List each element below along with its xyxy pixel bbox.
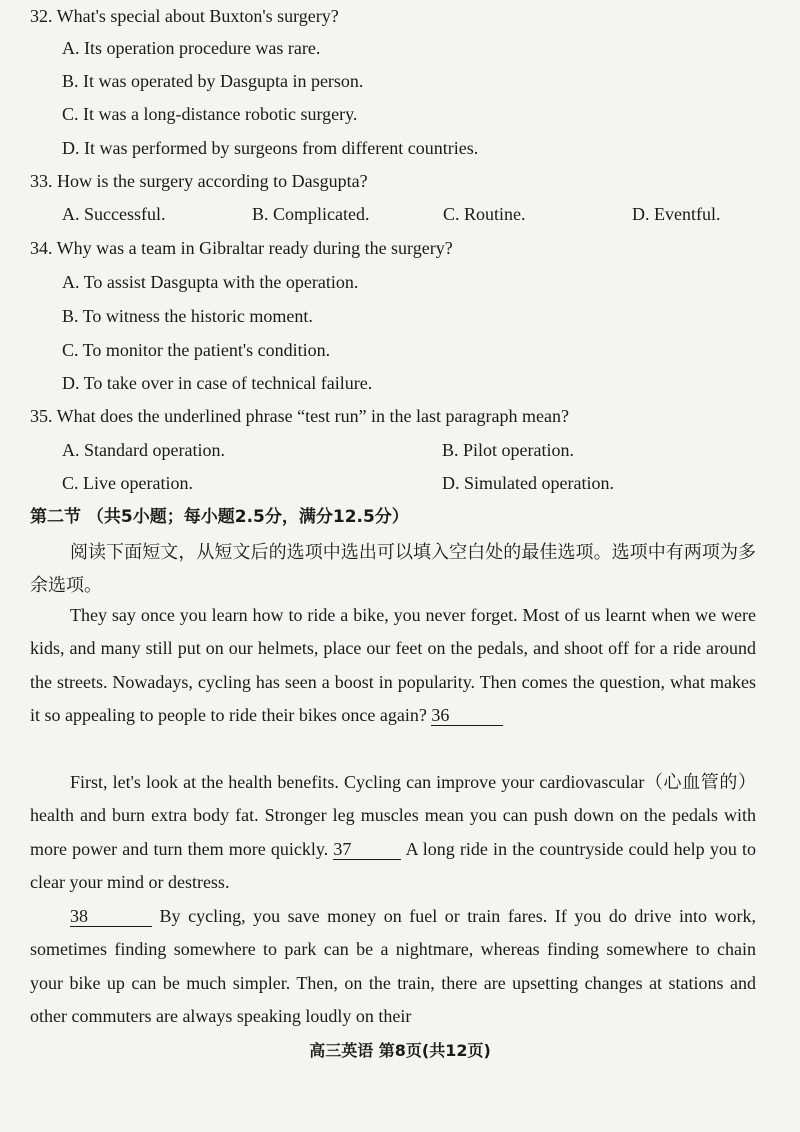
question-33-option-a: A. Successful.: [62, 204, 166, 224]
question-33-option-d: D. Eventful.: [632, 204, 721, 224]
paragraph-2-text-b: A long ride in the countryside could help you to clear your mind or destress.: [30, 838, 757, 893]
section-instructions: 阅读下面短文，从短文后的选项中选出可以填入空白处的最佳选项。选项中有两项为多余选项。: [30, 542, 756, 597]
question-35-stem: 35. What does the underlined phrase “test run” in the last paragraph mean?: [30, 406, 569, 426]
question-34-option-c: C. To monitor the patient's condition.: [62, 340, 331, 360]
blank-38: 38: [70, 906, 152, 927]
blank-36: 36: [431, 705, 503, 726]
paragraph-3-text: By cycling, you save money on fuel or train fares. If you do drive into work, sometimes finding somewhere to park can be a nightmare, whereas finding somewhere to chain your bike up can be much simpler. Then, on the train, there are upsetting changes at stations and other commuters are always speaking loudly on their: [30, 906, 756, 1027]
passage-paragraph-1: [30, 599, 756, 733]
paragraph-2-text-a: First, let's look at the health benefits. Cycling can improve your cardiovascular（心血管的）health and burn extra body fat. Stronger leg muscles mean you can push down on the pedals with more power and turn them more quickly.: [30, 772, 756, 859]
question-34-stem: 34. Why was a team in Gibraltar ready during the surgery?: [30, 238, 453, 258]
question-35-option-b: B. Pilot operation.: [442, 440, 574, 460]
question-32-stem: 32. What's special about Buxton's surgery?: [30, 6, 339, 26]
question-33-stem: 33. How is the surgery according to Dasgupta?: [30, 171, 368, 191]
question-35-option-d: D. Simulated operation.: [442, 473, 614, 493]
passage-paragraph-3: [30, 900, 756, 1034]
question-35-option-c: C. Live operation.: [62, 473, 193, 493]
question-34-option-d: D. To take over in case of technical failure.: [62, 373, 373, 393]
question-32-option-b: B. It was operated by Dasgupta in person.: [62, 71, 364, 91]
question-33-option-c: C. Routine.: [443, 204, 526, 224]
question-32-option-c: C. It was a long-distance robotic surgery.: [62, 104, 358, 124]
section-heading: 第二节 （共5小题；每小题2.5分，满分12.5分）: [30, 507, 409, 527]
blank-37: 37: [333, 839, 401, 860]
question-34-option-a: A. To assist Dasgupta with the operation.: [62, 272, 359, 292]
question-35-option-a: A. Standard operation.: [62, 440, 225, 460]
passage-paragraph-2: [30, 766, 756, 900]
paragraph-1-text: They say once you learn how to ride a bike, you never forget. Most of us learnt when we were kids, and many still put on our helmets, place our feet on the pedals, and shoot off for a ride around the streets. Nowadays, cycling has seen a boost in popularity. Then comes the question, what makes it so appealing to people to ride their bikes once again?: [30, 605, 756, 726]
question-33-option-b: B. Complicated.: [252, 204, 370, 224]
question-34-option-b: B. To witness the historic moment.: [62, 306, 313, 326]
question-32-option-d: D. It was performed by surgeons from different countries.: [62, 138, 479, 158]
page-footer: 高三英语 第8页(共12页): [309, 1041, 491, 1060]
question-32-option-a: A. Its operation procedure was rare.: [62, 38, 321, 58]
